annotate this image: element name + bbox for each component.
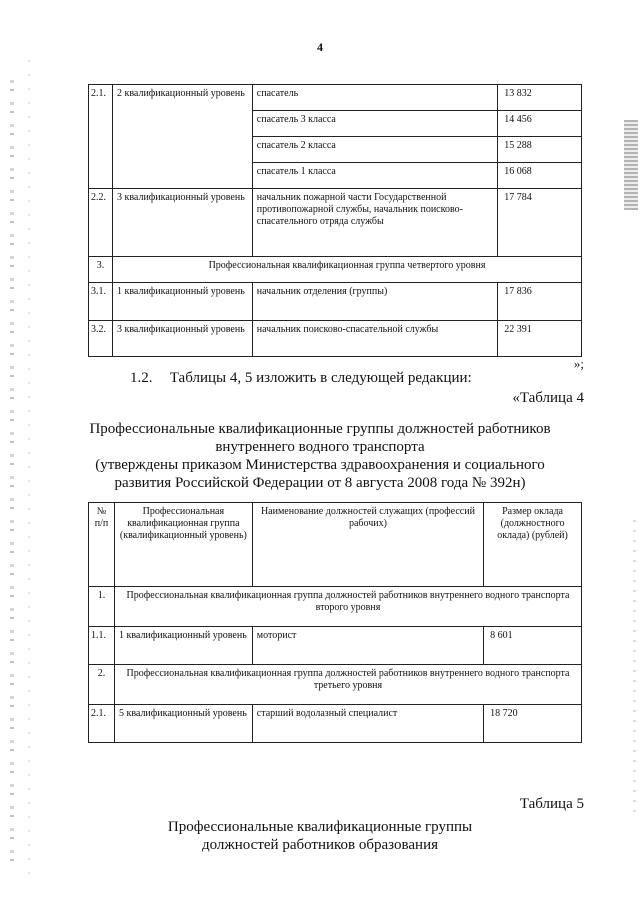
table-row: [89, 85, 582, 111]
qualification-level: 1 квалификационный уровень: [112, 283, 252, 321]
salary-value: 14 456: [498, 111, 582, 137]
table-row: [89, 321, 582, 357]
row-number: 2.2.: [89, 189, 113, 257]
group-title: Профессиональная квалификационная группа должностей работников внутреннего водного транспорта третьего уровня: [114, 665, 581, 705]
table4-heading: [60, 420, 580, 492]
row-number: 3.: [89, 257, 113, 283]
qualification-level: 3 квалификационный уровень: [112, 321, 252, 357]
heading-line: должностей работников образования: [201, 837, 438, 853]
row-number: 3.2.: [89, 321, 113, 357]
position-title: спасатель: [252, 85, 497, 111]
closing-quote-mark: »;: [573, 356, 584, 371]
qualification-level: 3 квалификационный уровень: [112, 189, 252, 257]
group-title: Профессиональная квалификационная группа должностей работников внутреннего водного транспорта второго уровня: [114, 587, 581, 627]
table-row: [89, 257, 582, 283]
header-group: Профессиональная квалификационная группа (квалификационный уровень): [114, 503, 252, 587]
scan-artifact-left: [10, 80, 14, 870]
table-row: [89, 665, 582, 705]
position-title: начальник пожарной части Государственной противопожарной службы, начальник поисково-спасательного отряда службы: [252, 189, 497, 257]
salary-table-continued: [88, 84, 582, 357]
row-number: 3.1.: [89, 283, 113, 321]
salary-value: 18 720: [484, 705, 582, 743]
amendment-text: Таблицы 4, 5 изложить в следующей редакции:: [169, 370, 472, 386]
qualification-level: 5 квалификационный уровень: [114, 705, 252, 743]
table5-heading: [80, 818, 560, 854]
table5-caption: Таблица 5: [519, 796, 584, 812]
row-number: 1.1.: [89, 627, 115, 665]
table-row: [89, 587, 582, 627]
scan-artifact-left-2: [28, 60, 30, 880]
salary-value: 16 068: [498, 163, 582, 189]
amendment-number: 1.2.: [130, 370, 153, 386]
heading-line: Профессиональные квалификационные группы: [167, 819, 473, 835]
table-row: [89, 627, 582, 665]
row-number: 2.: [89, 665, 115, 705]
heading-line: (утверждены приказом Министерства здравоохранения и социального: [95, 457, 545, 473]
salary-value: 22 391: [498, 321, 582, 357]
heading-line: развития Российской Федерации от 8 августа 2008 года № 392н): [114, 475, 526, 491]
header-number: № п/п: [89, 503, 115, 587]
salary-value: 17 784: [498, 189, 582, 257]
page-number: 4: [317, 40, 323, 54]
salary-value: 15 288: [498, 137, 582, 163]
row-number: 1.: [89, 587, 115, 627]
table-header-row: [89, 503, 582, 587]
header-salary: Размер оклада (должностного оклада) (рублей): [484, 503, 582, 587]
position-title: спасатель 1 класса: [252, 163, 497, 189]
position-title: старший водолазный специалист: [252, 705, 483, 743]
table-row: [89, 705, 582, 743]
amendment-paragraph: [130, 370, 472, 387]
header-position: Наименование должностей служащих (профессий рабочих): [252, 503, 483, 587]
salary-value: 8 601: [484, 627, 582, 665]
scan-artifact-right: [624, 120, 638, 210]
table-row: [89, 189, 582, 257]
group-title: Профессиональная квалификационная группа четвертого уровня: [112, 257, 581, 283]
heading-line: внутреннего водного транспорта: [215, 439, 425, 455]
row-number: 2.1.: [89, 85, 113, 189]
position-title: спасатель 3 класса: [252, 111, 497, 137]
qualification-level: 2 квалификационный уровень: [112, 85, 252, 189]
position-title: начальник поисково-спасательной службы: [252, 321, 497, 357]
table4-caption: «Таблица 4: [512, 390, 584, 406]
heading-line: Профессиональные квалификационные группы должностей работников: [89, 421, 551, 437]
salary-value: 13 832: [498, 85, 582, 111]
salary-value: 17 836: [498, 283, 582, 321]
scan-artifact-right-2: [633, 520, 636, 820]
row-number: 2.1.: [89, 705, 115, 743]
table-row: [89, 283, 582, 321]
qualification-level: 1 квалификационный уровень: [114, 627, 252, 665]
table4: [88, 502, 582, 743]
position-title: начальник отделения (группы): [252, 283, 497, 321]
position-title: моторист: [252, 627, 483, 665]
position-title: спасатель 2 класса: [252, 137, 497, 163]
